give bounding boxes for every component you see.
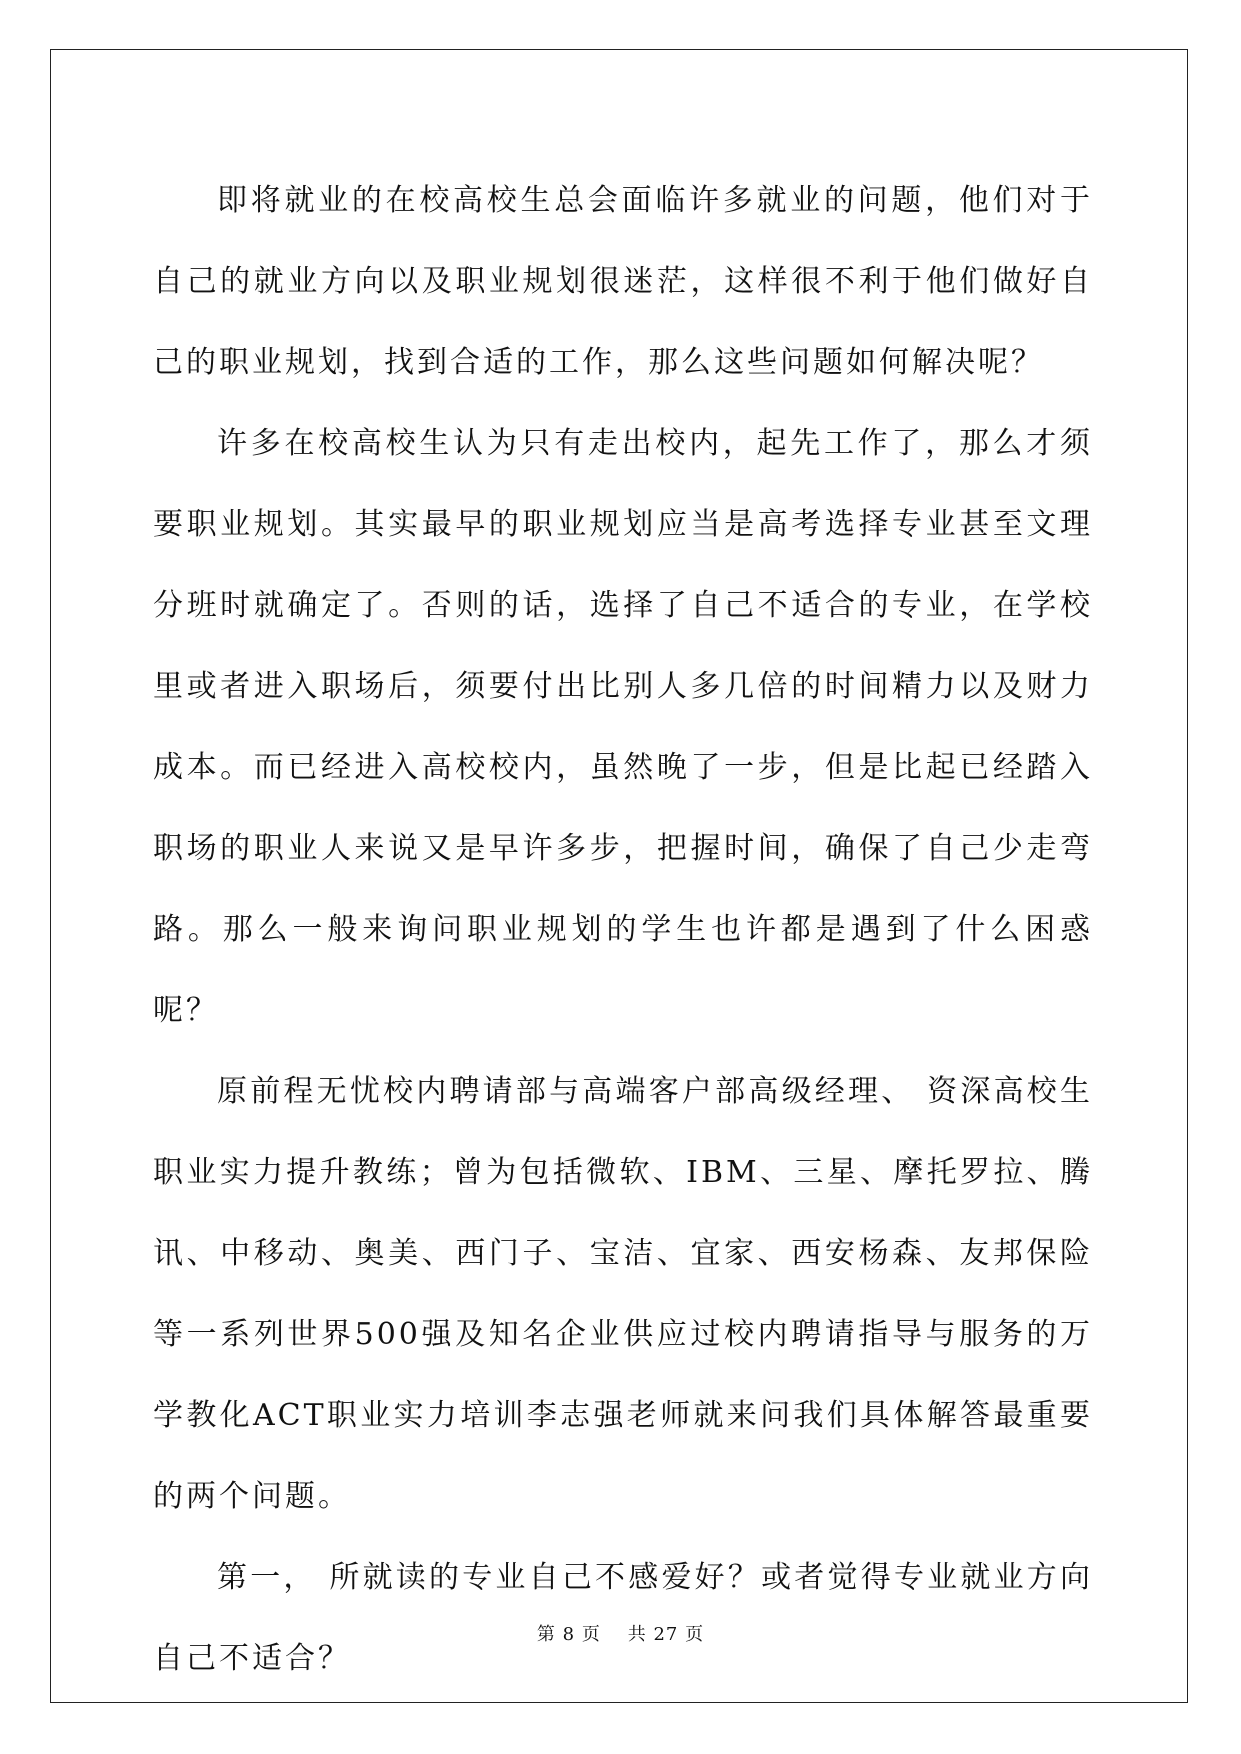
- paragraph-expert-intro: 原前程无忧校内聘请部与高端客户部高级经理、 资深高校生职业实力提升教练；曾为包括微软、IBM、三星、摩托罗拉、腾讯、中移动、奥美、西门子、宝洁、宜家、西安杨森、友邦保险等一系列世界500强及知名企业供应过校内聘请指导与服务的万学教化ACT职业实力培训李志强老师就来问我们具体解答最重要的两个问题。: [153, 1074, 1093, 1514]
- paragraph-intro: 即将就业的在校高校生总会面临许多就业的问题，他们对于自己的就业方向以及职业规划很迷茫，这样很不利于他们做好自己的职业规划，找到合适的工作，那么这些问题如何解决呢？: [153, 183, 1093, 380]
- page-number: 第 8 页: [536, 1624, 601, 1645]
- paragraph-question-one: 第一， 所就读的专业自己不感爱好？或者觉得专业就业方向自己不适合？: [153, 1560, 1093, 1676]
- document-body: [153, 160, 1093, 1699]
- page-total: 共 27 页: [627, 1624, 705, 1645]
- page-footer: [0, 1620, 1241, 1646]
- paragraph-career-planning: 许多在校高校生认为只有走出校内，起先工作了，那么才须要职业规划。其实最早的职业规划应当是高考选择专业甚至文理分班时就确定了。否则的话，选择了自己不适合的专业，在学校里或者进入职场后，须要付出比别人多几倍的时间精力以及财力成本。而已经进入高校校内，虽然晚了一步，但是比起已经踏入职场的职业人来说又是早许多步，把握时间，确保了自己少走弯路。那么一般来询问职业规划的学生也许都是遇到了什么困惑呢？: [153, 426, 1093, 1028]
